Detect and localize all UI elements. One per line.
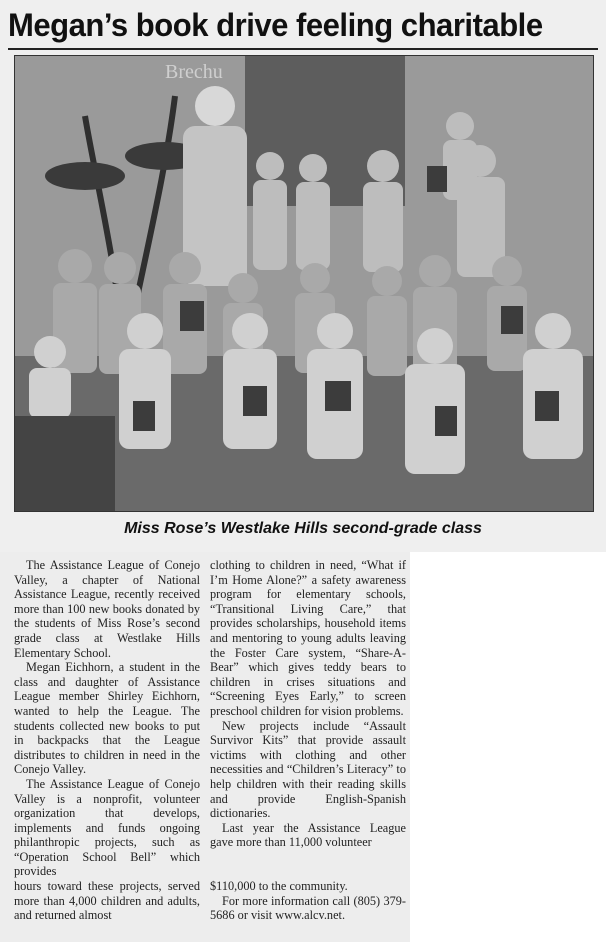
article-column-4 [210, 879, 406, 923]
article-paragraph: hours toward these projects, served more than 4,000 children and adults, and returned almost [14, 879, 200, 923]
photo-caption: Miss Rose’s Westlake Hills second-grade class [124, 520, 482, 537]
article-paragraph: New projects include “Assault Survivor Kits” that provide assault victims with clothing and other necessities and “Children’s Literacy” to help children with their reading skills and provide English-Spanish dictionaries. [210, 718, 406, 821]
article-paragraph: The Assistance League of Conejo Valley, a chapter of National Assistance League, recently received more than 100 new books donated by the students of Miss Rose’s second grade class at Westlake Hills Elementary School. [14, 558, 200, 660]
class-photo-illustration [15, 56, 593, 511]
photo-sign-text: Brechu [165, 61, 223, 83]
article-paragraph: The Assistance League of Conejo Valley is a nonprofit, volunteer organization that develops, implements and funds ongoing philanthropic projects, such as “Operation School Bell” which provides [14, 776, 200, 879]
article-column-2 [210, 558, 406, 850]
article-column-1 [14, 558, 200, 879]
article-column-3 [14, 879, 200, 923]
class-photo [14, 55, 594, 512]
headline: Megan’s book drive feeling charitable [8, 7, 543, 43]
article-paragraph: Last year the Assistance League gave more than 11,000 volunteer [210, 820, 406, 850]
headline-rule [8, 48, 598, 50]
article-paragraph: $110,000 to the community. [210, 879, 348, 893]
article-paragraph: Megan Eichhorn, a student in the class and daughter of Assistance League member Shirley Eichhorn, wanted to help the League. The students collected new books to put in backpacks that the League distributes to children in need in the Conejo Valley. [14, 660, 200, 777]
article-paragraph: For more information call (805) 379-5686 or visit www.alcv.net. [210, 893, 406, 923]
article-paragraph: clothing to children in need, “What if I’m Home Alone?” a safety awareness program for elementary schools, “Transitional Living Care,” that provides scholarships, household items and mentoring to young adults leaving the Foster Care system, “Share-A-Bear” which gives teddy bears to children in crises situations and “Screening Eyes Early,” to screen preschool children for vision problems. [210, 558, 406, 718]
